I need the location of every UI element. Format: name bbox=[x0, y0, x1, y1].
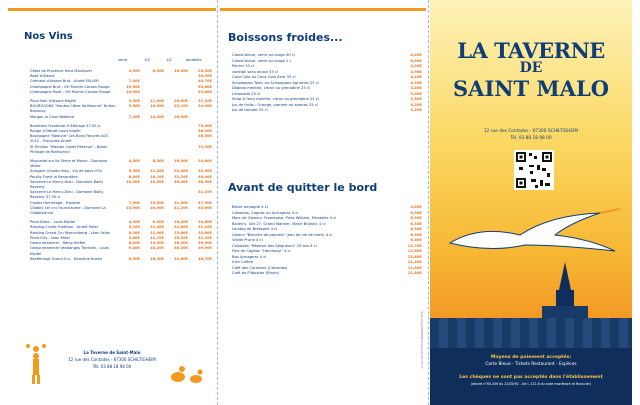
drinks-price: 4,20€ bbox=[410, 80, 422, 85]
digestifs-price: 11,80€ bbox=[407, 271, 422, 275]
digestifs-price: 6,30€ bbox=[410, 232, 422, 237]
wine-price: 7,20€ bbox=[128, 114, 140, 119]
wine-row bbox=[30, 190, 215, 200]
cheque-text: Les chèques ne sont pas acceptés dans l'établissement bbox=[459, 375, 603, 380]
wine-price: 4,30€ bbox=[128, 220, 140, 225]
wine-price: 23,10€ bbox=[174, 104, 188, 109]
digestifs-name: Calvados "Réserve des Seigneurs" 20 ans 4 cl bbox=[232, 243, 317, 248]
wine-price: 8,30€ bbox=[128, 230, 140, 235]
col-half: 1/2 bbox=[166, 58, 172, 62]
wine-price: 11,40€ bbox=[150, 225, 164, 230]
wine-price: 25,20€ bbox=[174, 235, 188, 240]
wine-price: 24,60€ bbox=[198, 159, 212, 164]
wine-price: 32,60€ bbox=[174, 256, 188, 261]
wine-price: 19,50€ bbox=[150, 179, 164, 184]
digestifs-name: Irish Coffee bbox=[232, 260, 253, 264]
wine-row bbox=[30, 159, 215, 169]
drinks-price: 3,50€ bbox=[410, 86, 422, 90]
digestifs-name: Café du Flibustier (Rhum) bbox=[232, 271, 280, 275]
drinks-row bbox=[232, 108, 422, 114]
col-verre: verre bbox=[118, 58, 128, 62]
wine-name: St Emilion "Mouton Cadet Réserve" - Baron Philippe de Rothschild bbox=[30, 144, 108, 154]
wine-title: Nos Vins bbox=[24, 31, 73, 42]
wine-name: Crozes Hermitage - Fradelle bbox=[30, 200, 80, 205]
wine-row bbox=[30, 90, 215, 95]
wine-price: 63,80€ bbox=[198, 89, 212, 94]
wine-price: 31,10€ bbox=[198, 99, 212, 104]
brand-line-3: SAINT MALO bbox=[452, 76, 609, 101]
col-quarter: 1/4 bbox=[144, 58, 150, 62]
wine-name: Bourgogne "Beaune" Les Bons Feuvres AOC 2012 - Françoise Andrè bbox=[30, 134, 109, 144]
drinks-price: 4,20€ bbox=[410, 64, 422, 68]
wine-row bbox=[30, 145, 215, 155]
ducks-illustration bbox=[168, 351, 208, 387]
wine-price: 10,90€ bbox=[126, 89, 140, 94]
wine-price: 11,00€ bbox=[150, 99, 164, 104]
wine-name: Morgon la Croix Bedland bbox=[30, 114, 75, 119]
wine-price: 39,00€ bbox=[174, 179, 188, 184]
wine-price: 5,10€ bbox=[128, 225, 140, 230]
wine-price: 4,50€ bbox=[128, 159, 140, 164]
digestifs-price: 13,70€ bbox=[407, 243, 422, 248]
wine-price: 63,60€ bbox=[198, 205, 212, 210]
digestif-list bbox=[232, 205, 422, 277]
digestifs-price: 6,30€ bbox=[410, 210, 422, 215]
wine-name: Sancerre Le Mercy-Dieu - Domaine Bailly Reverdy 37,50 cl bbox=[30, 190, 104, 200]
wine-price: 38,00€ bbox=[198, 129, 212, 134]
wine-price: 16,20€ bbox=[174, 220, 188, 225]
wine-price: 39,90€ bbox=[198, 241, 212, 246]
drinks-name: Schweppes Tonic ou Schweppes Agrumes 25 cl bbox=[232, 80, 319, 85]
col-bottle: bouteille bbox=[186, 58, 202, 62]
wine-name: Champagne Rosé - GH Mumm Cordon Rouge bbox=[30, 89, 111, 94]
wine-price: 11,90€ bbox=[150, 230, 164, 235]
wine-price: 11,20€ bbox=[150, 169, 164, 174]
wine-price: 8,40€ bbox=[128, 174, 140, 179]
fold-line-2 bbox=[428, 0, 429, 405]
digestifs-name: Bas Armagnac 4 cl bbox=[232, 254, 267, 259]
wine-price: 75,00€ bbox=[198, 123, 212, 128]
wine-row bbox=[30, 115, 215, 120]
wine-name: Sancerre Le Mercy-Dieu - Domaine Bailly Reverdy bbox=[30, 179, 104, 190]
wine-price: 24,60€ bbox=[198, 220, 212, 225]
wine-section bbox=[30, 99, 215, 120]
wine-name: Kaefferkopf Grand Cru - Domaine Kuehn bbox=[30, 256, 103, 261]
wine-price: 12,70€ bbox=[150, 235, 164, 240]
digestifs-price: 6,30€ bbox=[410, 221, 422, 226]
wine-price: 59,90€ bbox=[198, 246, 212, 251]
wine-list bbox=[30, 65, 215, 262]
wine-price: 6,20€ bbox=[128, 241, 140, 246]
wine-price: 63,80€ bbox=[198, 84, 212, 89]
wine-price: 15,50€ bbox=[150, 200, 164, 205]
digestifs-price: 13,60€ bbox=[407, 254, 422, 259]
footer-phone: Tél. 03 88 18 98 00 bbox=[92, 364, 132, 369]
digestifs-name: Lambig de Bretagne 4 cl bbox=[232, 227, 278, 231]
wine-price: 5,50€ bbox=[128, 104, 140, 109]
drinks-price: 4,20€ bbox=[410, 75, 422, 79]
wine-price: 32,10€ bbox=[174, 174, 188, 179]
brand-line-1: LA TAVERNE bbox=[457, 38, 605, 63]
digestifs-name: Gwenn "Blanche de pomme" (eau de vie de cidre) 4 cl bbox=[232, 232, 333, 237]
wine-row bbox=[30, 104, 215, 114]
wine-price: 10,50€ bbox=[150, 104, 164, 109]
wine-price: 16,00€ bbox=[174, 69, 188, 73]
cover-address: 12 rue des Contades - 67300 SCHILTIGHEIM bbox=[483, 129, 579, 134]
wine-price: 33,90€ bbox=[198, 169, 212, 174]
digestifs-name: Bailey's, Get 27, Grand Marnier, Marie Brizard, 4 cl bbox=[232, 221, 326, 226]
wine-name: Chablis 1er cru Fourchaume - Domaine La Châblisienne bbox=[30, 205, 106, 216]
drinks-list bbox=[232, 53, 422, 114]
fold-line-1 bbox=[217, 0, 218, 405]
wine-price: 24,50€ bbox=[198, 69, 212, 73]
wine-price: 72,00€ bbox=[198, 144, 212, 149]
wine-price: 8,50€ bbox=[152, 220, 164, 225]
wine-price: 41,20€ bbox=[174, 205, 188, 210]
digestifs-name: Fine de Cognac "Hennessy" 4 cl bbox=[232, 249, 291, 253]
wine-price: 31,10€ bbox=[198, 225, 212, 230]
digestifs-row bbox=[232, 271, 422, 277]
drinks-name: cocktail sans alcool 33 cl bbox=[232, 69, 278, 74]
drinks-title: Boissons froides... bbox=[228, 31, 343, 44]
drinks-price: 3,00€ bbox=[410, 91, 422, 96]
drinks-name: Carola bleue, verre au rouge 1 L bbox=[232, 58, 292, 63]
wine-price: 58,90€ bbox=[198, 179, 212, 184]
rooftops bbox=[430, 318, 632, 350]
wine-price: 5,50€ bbox=[128, 169, 140, 174]
wine-price: 38,50€ bbox=[198, 134, 212, 139]
wine-price: 13,30€ bbox=[150, 241, 164, 246]
legal-text: (décret n°65-456 du 22/05/92 - Art L 112-8 du code monétaire et financier) bbox=[470, 382, 592, 386]
wine-price: 48,40€ bbox=[198, 174, 212, 179]
drinks-name: Carola bleue, verre au rouge 50 cl bbox=[232, 53, 295, 57]
wine-price: 8,50€ bbox=[128, 256, 140, 261]
wine-price: 20,50€ bbox=[174, 99, 188, 104]
drinks-price: 4,20€ bbox=[410, 108, 422, 112]
cover-panel bbox=[430, 0, 632, 405]
wine-price: 16,10€ bbox=[150, 174, 164, 179]
drinks-price: 4,20€ bbox=[410, 102, 422, 107]
wine-price: 36,30€ bbox=[174, 246, 188, 251]
wine-price: 40,70€ bbox=[198, 79, 212, 84]
wine-price: 14,40€ bbox=[150, 114, 164, 119]
spire-illustration bbox=[540, 262, 590, 322]
wine-name: Pouilly Fumé la Renardière bbox=[30, 174, 78, 179]
wine-name: BOURGOGNE "Hautes Côtes de Beaune" Nuiton Beaunoy bbox=[30, 104, 116, 114]
wine-name: Pinot Gris - Leon Faller bbox=[30, 235, 71, 240]
digestifs-name: Café des Corsaires (Calvados) bbox=[232, 265, 288, 270]
juggler-illustration bbox=[18, 341, 54, 387]
drinks-name: Diabolo menthe, citron ou grenadine 25 cl bbox=[232, 86, 310, 90]
drinks-name: Perrier 33 cl bbox=[232, 64, 255, 68]
wine-price: 47,30€ bbox=[198, 200, 212, 205]
digestifs-price: 6,30€ bbox=[410, 227, 422, 231]
wine-price: 9,40€ bbox=[128, 246, 140, 251]
wine-section bbox=[30, 220, 215, 262]
digestif-title: Avant de quitter le bord bbox=[228, 181, 378, 194]
wine-name: Riesling Cuvée Tradition - André Faller bbox=[30, 225, 99, 230]
drinks-price: 2,50€ bbox=[410, 97, 422, 101]
digestifs-price: 12,60€ bbox=[407, 249, 422, 253]
drinks-name: Limonade 25 cl bbox=[232, 91, 261, 96]
wine-section bbox=[30, 124, 215, 155]
wine-price: 10,90€ bbox=[126, 84, 140, 89]
wine-section bbox=[30, 159, 215, 216]
qr-code-icon[interactable] bbox=[514, 150, 554, 190]
wine-section bbox=[30, 69, 215, 95]
wine-price: 28,00€ bbox=[174, 114, 188, 119]
footer-name: La Taverne de Saint-Malo bbox=[83, 350, 141, 355]
drinks-price: 6,90€ bbox=[410, 58, 422, 63]
brand-line-2: DE bbox=[519, 60, 543, 76]
wine-price: 4,50€ bbox=[128, 69, 140, 73]
wine-price: 16,00€ bbox=[174, 159, 188, 164]
digestifs-price: 11,40€ bbox=[407, 260, 422, 264]
wine-price: 8,50€ bbox=[152, 159, 164, 164]
wine-name: Pinot Noir d'Alsace Klipfel bbox=[30, 99, 76, 104]
wine-price: 22,40€ bbox=[174, 169, 188, 174]
wine-row bbox=[30, 246, 215, 256]
digestifs-name: Marc de Gewurz. Framboise, Poire William, Mirabelle 4 cl bbox=[232, 216, 337, 220]
wine-price: 7,40€ bbox=[128, 79, 140, 84]
wine-price: 30,50€ bbox=[198, 74, 212, 79]
digestifs-name: Bleue armagné 4 cl bbox=[232, 205, 268, 209]
wine-price: 10,00€ bbox=[126, 179, 140, 184]
cover-phone: Tél. 03 88 18 98 00 bbox=[510, 136, 552, 141]
wine-name: Gewurztraminer Vendanges Tardives - Louis Klipfel bbox=[30, 246, 109, 256]
wine-name: Rosé d'Alsace bbox=[30, 74, 55, 79]
digestifs-price: 4,80€ bbox=[410, 205, 422, 209]
wine-price: 7,90€ bbox=[128, 200, 140, 205]
wine-price: 48,70€ bbox=[198, 256, 212, 261]
wine-name: Champagne Brut - GH Mumm Cordon Rouge bbox=[30, 84, 110, 89]
wine-name: Pinot Blanc - Louis Klipfel bbox=[30, 220, 76, 225]
wine-row bbox=[30, 206, 215, 216]
wine-name: Crémant d'Alsace Brut - André FALLER bbox=[30, 79, 99, 84]
wine-price: 5,60€ bbox=[128, 235, 140, 240]
wine-name: Bordeaux Frontenac R.Ménage 37,50 cl bbox=[30, 123, 101, 128]
wine-price: 31,10€ bbox=[198, 235, 212, 240]
wine-price: 10,90€ bbox=[126, 205, 140, 210]
wine-price: 23,80€ bbox=[174, 230, 188, 235]
digestifs-name: Calvados, Cognac ou Armagnac 4 cl bbox=[232, 210, 299, 215]
footer-address: 12 rue des Contades - 67300 SCHILTIGHEIM bbox=[68, 357, 156, 362]
wine-name: Gewurztraminer - Rémy Kieffer bbox=[30, 241, 86, 246]
drinks-name: Jus de tomate 25 cl bbox=[232, 108, 268, 112]
digestifs-name: Vieille Prune 4 cl bbox=[232, 238, 263, 242]
wine-name: Rouge d'Ottrott Louis Klipfel bbox=[30, 129, 81, 134]
wine-price: 16,30€ bbox=[150, 256, 164, 261]
drinks-name: Jus de fruits : Orange, pomme ou ananas 25 cl bbox=[232, 102, 318, 107]
wine-name: Muscadet sur lie Sèvre et Maine - Domaine Vetter bbox=[30, 159, 108, 169]
digestifs-price: 6,30€ bbox=[410, 216, 422, 220]
payment-title: Moyens de paiement acceptés: bbox=[490, 355, 572, 360]
drinks-price: 4,20€ bbox=[410, 53, 422, 57]
digestifs-price: 11,40€ bbox=[407, 265, 422, 270]
payment-footer bbox=[430, 348, 632, 405]
wine-row bbox=[30, 180, 215, 190]
wine-price: 31,10€ bbox=[198, 190, 212, 195]
wine-name: Côtes de Provence Haut Mauhavel bbox=[30, 69, 92, 73]
wine-row bbox=[30, 134, 215, 144]
wine-panel bbox=[8, 8, 216, 400]
wine-price: 31,50€ bbox=[174, 200, 188, 205]
payment-text: Carte Bleue - Tickets Restaurant - Espèces bbox=[485, 362, 577, 367]
wine-price: 26,50€ bbox=[174, 241, 188, 246]
wine-price: 34,90€ bbox=[198, 104, 212, 109]
wine-row bbox=[30, 257, 215, 262]
wine-name: Arrogant Chardo Vieg - Vin de pays d'Oc bbox=[30, 169, 103, 174]
wine-price: 22,80€ bbox=[174, 225, 188, 230]
drinks-panel bbox=[220, 8, 426, 400]
drinks-price: 4,90€ bbox=[410, 69, 422, 74]
digestifs-price: 6,30€ bbox=[410, 238, 422, 242]
wine-price: 5,50€ bbox=[128, 99, 140, 104]
wine-price: 20,90€ bbox=[150, 205, 164, 210]
cover-contact bbox=[430, 128, 632, 142]
wine-price: 8,50€ bbox=[152, 69, 164, 73]
wine-price: 33,80€ bbox=[198, 230, 212, 235]
print-note: Imprimé par PRINTEMPS Imprimerie 2013 05 10 bbox=[420, 311, 423, 369]
drinks-name: Coca Cola ou Coca Cola Zero 33 cl bbox=[232, 75, 296, 79]
wine-name: Riesling Grand Cru Muenchberg - Léon Faller bbox=[30, 230, 111, 235]
stork-illustration bbox=[440, 205, 625, 260]
wine-price: 18,20€ bbox=[150, 246, 164, 251]
drinks-name: Sirop à l'eau menthe, citron ou grenadine 25 cl bbox=[232, 97, 319, 101]
